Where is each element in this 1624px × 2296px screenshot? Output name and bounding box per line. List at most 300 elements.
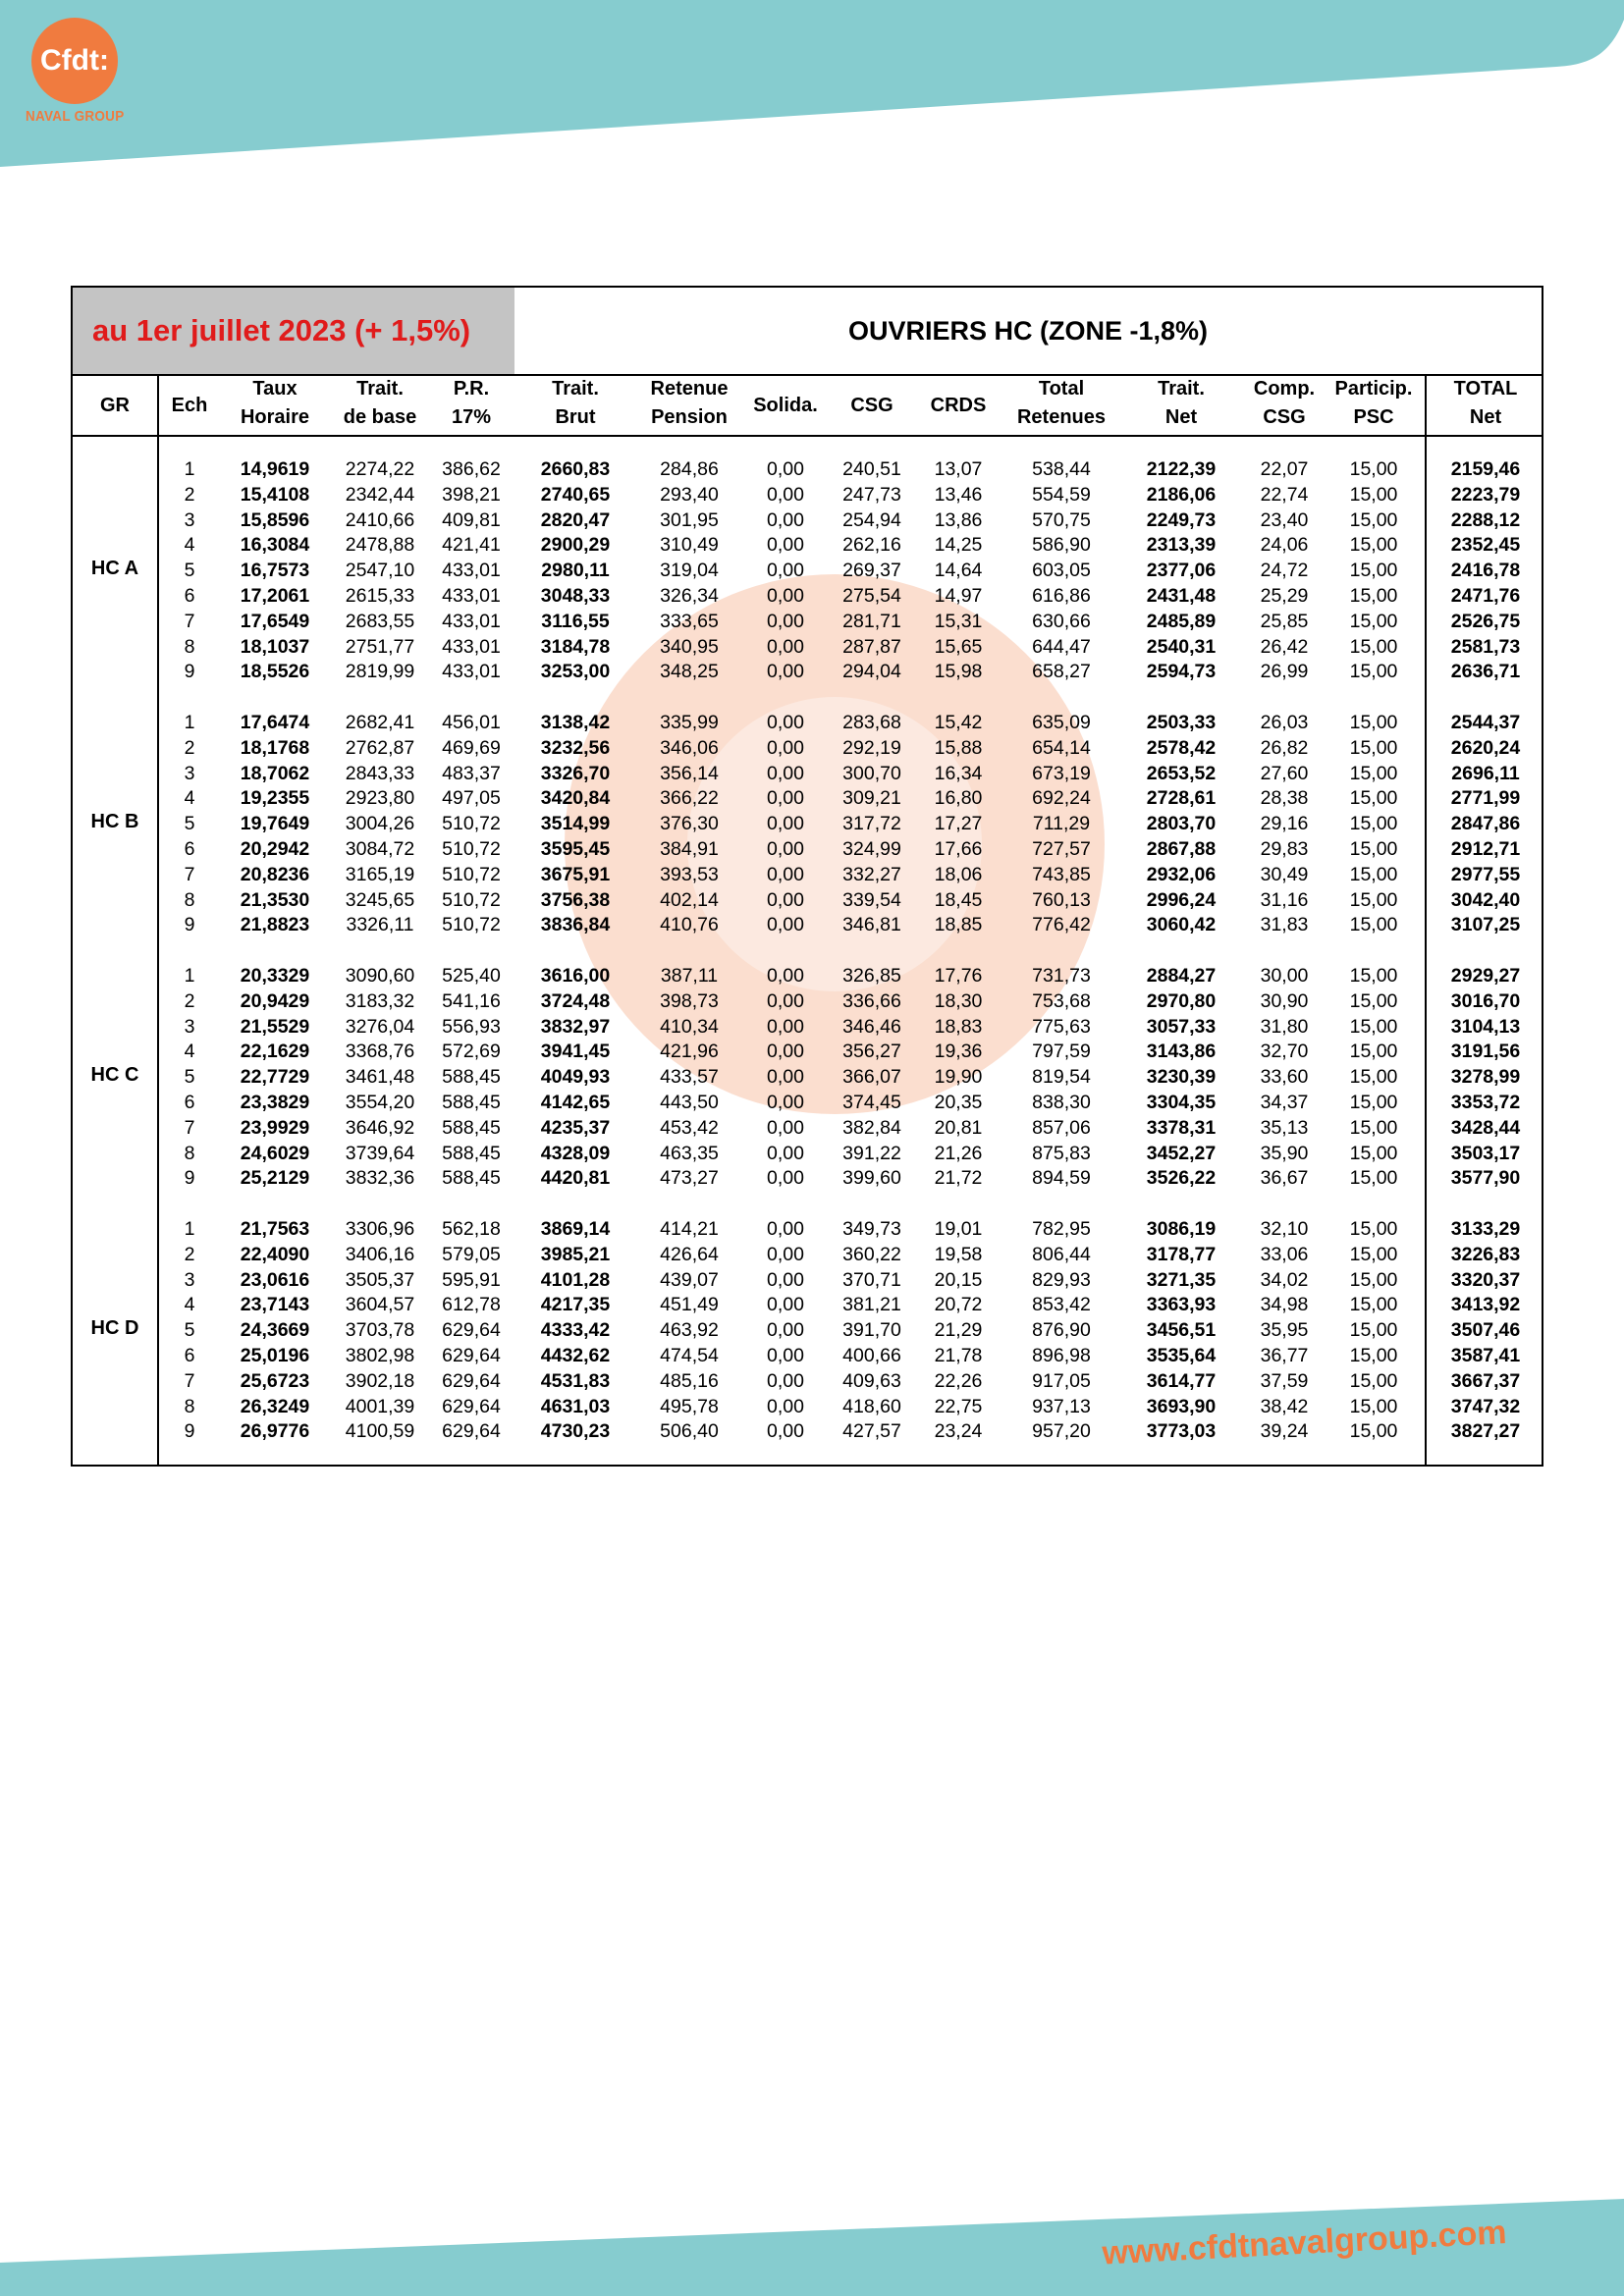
table-cell: 3535,64 [1146,1345,1217,1366]
table-cell: 2526,75 [1450,610,1521,632]
table-cell: 3507,46 [1450,1319,1521,1342]
table-cell: 2740,65 [540,483,611,506]
table-cell: 31,80 [1260,1015,1309,1038]
table-cell: 0,00 [767,1142,804,1164]
table-cell: 16,3084 [240,534,310,557]
table-cell: 25,0196 [240,1345,310,1366]
table-cell: 2660,83 [540,458,611,480]
website-link[interactable]: www.cfdtnavalgroup.com [1101,2214,1507,2272]
table-cell: 3802,98 [345,1345,415,1366]
table-cell: 366,07 [842,1066,901,1089]
table-cell: 829,93 [1032,1268,1091,1291]
table-cell: 797,59 [1032,1041,1091,1063]
table-cell: 3191,56 [1450,1041,1521,1063]
table-cell: 3827,27 [1450,1420,1521,1443]
table-cell: 14,97 [934,585,983,607]
table-cell: 23,0616 [240,1268,310,1291]
table-cell: 24,3669 [240,1319,310,1342]
table-cell: 23,7143 [240,1294,310,1316]
column-header: Particip. PSC [1334,378,1413,428]
table-cell: 317,72 [842,813,901,835]
table-cell: 15,42 [934,712,983,733]
table-cell: 0,00 [767,863,804,885]
table-cell: 3832,36 [345,1167,415,1190]
table-cell: 21,26 [934,1142,983,1164]
table-cell: 506,40 [660,1420,719,1443]
table-cell: 39,24 [1260,1420,1309,1443]
table-cell: 3253,00 [540,661,611,683]
table-cell: 0,00 [767,1268,804,1291]
table-cell: 4328,09 [540,1142,611,1164]
table-cell: 356,27 [842,1041,901,1063]
table-cell: 301,95 [660,508,719,531]
table-cell: 9 [184,1167,195,1190]
table-cell: 3378,31 [1146,1116,1217,1139]
table-cell: 4531,83 [540,1369,611,1392]
table-cell: 18,1037 [240,635,310,658]
column-header: CRDS [930,395,987,416]
table-cell: 400,66 [842,1345,901,1366]
table-cell: 3226,83 [1450,1243,1521,1265]
table-cell: 3084,72 [345,838,415,860]
table-cell: 433,01 [442,560,501,582]
table-cell: 15,00 [1349,483,1398,506]
table-cell: 356,14 [660,762,719,784]
table-cell: 19,7649 [240,813,310,835]
table-cell: 15,00 [1349,635,1398,658]
table-cell: 7 [184,863,195,885]
table-cell: 588,45 [442,1092,501,1113]
table-cell: 562,18 [442,1218,501,1240]
table-cell: 3353,72 [1450,1092,1521,1113]
table-cell: 2547,10 [345,560,415,582]
table-cell: 473,27 [660,1167,719,1190]
table-cell: 0,00 [767,762,804,784]
table-cell: 3456,51 [1146,1319,1217,1342]
table-cell: 7 [184,1116,195,1139]
column-header: Comp. CSG [1253,378,1316,428]
table-cell: 3604,57 [345,1294,415,1316]
table-cell: 3832,97 [540,1015,611,1038]
table-cell: 3667,37 [1450,1369,1521,1392]
table-cell: 336,66 [842,989,901,1012]
table-cell: 287,87 [842,635,901,658]
table-cell: 17,66 [934,838,983,860]
table-cell: 370,71 [842,1268,901,1291]
table-cell: 25,85 [1260,610,1309,632]
table-cell: 15,00 [1349,560,1398,582]
table-cell: 20,8236 [240,863,310,885]
table-cell: 22,4090 [240,1243,310,1265]
column-header: Ech [171,395,208,416]
table-cell: 3 [184,762,195,784]
table-cell: 15,00 [1349,863,1398,885]
table-cell: 9 [184,661,195,683]
table-cell: 340,95 [660,635,719,658]
table-cell: 21,3530 [240,888,310,911]
table-cell: 433,01 [442,635,501,658]
table-cell: 4101,28 [540,1268,611,1291]
table-cell: 14,9619 [240,458,310,480]
table-cell: 15,00 [1349,888,1398,911]
column-header: P.R. 17% [451,378,492,428]
table-cell: 3693,90 [1146,1395,1217,1417]
table-cell: 16,80 [934,787,983,810]
table-cell: 3276,04 [345,1015,415,1038]
table-cell: 433,01 [442,585,501,607]
table-cell: 15,00 [1349,1420,1398,1443]
table-cell: 3 [184,1268,195,1291]
table-cell: 4631,03 [540,1395,611,1417]
table-cell: 0,00 [767,1066,804,1089]
table-cell: 2977,55 [1450,863,1521,885]
table-cell: 21,72 [934,1167,983,1190]
table-cell: 2288,12 [1450,508,1521,531]
table-cell: 0,00 [767,534,804,557]
table-cell: 2636,71 [1450,661,1521,683]
table-cell: 15,00 [1349,1268,1398,1291]
table-cell: 806,44 [1032,1243,1091,1265]
table-cell: 247,73 [842,483,901,506]
table-cell: 25,2129 [240,1167,310,1190]
table-cell: 284,86 [660,458,719,480]
table-cell: 3985,21 [540,1243,611,1265]
table-cell: 2900,29 [540,534,611,557]
table-cell: 0,00 [767,1345,804,1366]
table-cell: 426,64 [660,1243,719,1265]
table-cell: 13,86 [934,508,983,531]
table-cell: 18,1768 [240,736,310,759]
table-cell: 31,83 [1260,914,1309,936]
table-cell: 34,37 [1260,1092,1309,1113]
table-cell: 0,00 [767,1015,804,1038]
table-cell: 776,42 [1032,914,1091,936]
table-cell: 3326,70 [540,762,611,784]
table-cell: 3739,64 [345,1142,415,1164]
table-cell: 654,14 [1032,736,1091,759]
table-cell: 36,77 [1260,1345,1309,1366]
table-cell: 2820,47 [540,508,611,531]
table-cell: 433,57 [660,1066,719,1089]
table-cell: 15,00 [1349,1066,1398,1089]
table-cell: 30,90 [1260,989,1309,1012]
column-header: Trait. de base [343,378,417,428]
table-cell: 3278,99 [1450,1066,1521,1089]
table-cell: 554,59 [1032,483,1091,506]
table-cell: 629,64 [442,1319,501,1342]
table-cell: 572,69 [442,1041,501,1063]
table-cell: 360,22 [842,1243,901,1265]
table-cell: 917,05 [1032,1369,1091,1392]
table-cell: 541,16 [442,989,501,1012]
table-cell: 421,96 [660,1041,719,1063]
table-cell: 0,00 [767,1041,804,1063]
table-cell: 2274,22 [345,458,415,480]
table-cell: 33,06 [1260,1243,1309,1265]
table-cell: 4420,81 [540,1167,611,1190]
table-cell: 782,95 [1032,1218,1091,1240]
table-cell: 3143,86 [1146,1041,1217,1063]
table-cell: 7 [184,610,195,632]
table-cell: 15,00 [1349,661,1398,683]
table-cell: 409,63 [842,1369,901,1392]
table-cell: 24,6029 [240,1142,310,1164]
table-cell: 20,15 [934,1268,983,1291]
table-cell: 15,00 [1349,736,1398,759]
column-header: Taux Horaire [240,378,310,428]
table-cell: 0,00 [767,483,804,506]
column-divider [1425,375,1427,1465]
table-cell: 410,34 [660,1015,719,1038]
table-cell: 18,06 [934,863,983,885]
table-cell: 15,00 [1349,1294,1398,1316]
table-cell: 3320,37 [1450,1268,1521,1291]
table-cell: 23,24 [934,1420,983,1443]
table-cell: 0,00 [767,585,804,607]
table-cell: 18,5526 [240,661,310,683]
table-cell: 3086,19 [1146,1218,1217,1240]
table-cell: 2620,24 [1450,736,1521,759]
table-cell: 366,22 [660,787,719,810]
table-cell: 510,72 [442,914,501,936]
column-header: GR [100,395,130,416]
table-cell: 15,00 [1349,1142,1398,1164]
table-cell: 346,06 [660,736,719,759]
table-cell: 4142,65 [540,1092,611,1113]
table-cell: 433,01 [442,661,501,683]
table-cell: 711,29 [1032,813,1091,835]
table-cell: 510,72 [442,813,501,835]
table-cell: 439,07 [660,1268,719,1291]
table-cell: 326,85 [842,965,901,987]
table-cell: 13,46 [934,483,983,506]
table-cell: 0,00 [767,635,804,658]
table-cell: 7 [184,1369,195,1392]
table-cell: 36,67 [1260,1167,1309,1190]
table-cell: 433,01 [442,610,501,632]
table-cell: 0,00 [767,661,804,683]
table-cell: 3107,25 [1450,914,1521,936]
table-cell: 3514,99 [540,813,611,835]
table-cell: 21,29 [934,1319,983,1342]
table-cell: 588,45 [442,1167,501,1190]
table-cell: 2843,33 [345,762,415,784]
group-label: HC B [90,811,139,833]
table-cell: 0,00 [767,1218,804,1240]
table-cell: 16,7573 [240,560,310,582]
table-cell: 427,57 [842,1420,901,1443]
table-cell: 26,99 [1260,661,1309,683]
table-cell: 3271,35 [1146,1268,1217,1291]
table-cell: 15,8596 [240,508,310,531]
table-cell: 875,83 [1032,1142,1091,1164]
table-cell: 3577,90 [1450,1167,1521,1190]
table-cell: 658,27 [1032,661,1091,683]
table-cell: 3004,26 [345,813,415,835]
table-cell: 629,64 [442,1395,501,1417]
table-cell: 15,00 [1349,1369,1398,1392]
table-cell: 2912,71 [1450,838,1521,860]
table-cell: 22,07 [1260,458,1309,480]
table-cell: 18,83 [934,1015,983,1038]
table-cell: 23,40 [1260,508,1309,531]
table-cell: 15,00 [1349,1167,1398,1190]
table-cell: 463,35 [660,1142,719,1164]
table-cell: 2581,73 [1450,635,1521,658]
table-cell: 22,26 [934,1369,983,1392]
table-cell: 1 [184,458,195,480]
group-label: HC C [90,1064,139,1087]
table-cell: 4217,35 [540,1294,611,1316]
table-cell: 3452,27 [1146,1142,1217,1164]
table-cell: 3138,42 [540,712,611,733]
table-cell: 15,00 [1349,813,1398,835]
table-cell: 25,29 [1260,585,1309,607]
table-cell: 635,09 [1032,712,1091,733]
table-cell: 443,50 [660,1092,719,1113]
table-cell: 0,00 [767,1369,804,1392]
table-cell: 937,13 [1032,1395,1091,1417]
table-cell: 4001,39 [345,1395,415,1417]
table-cell: 21,8823 [240,914,310,936]
table-cell: 421,41 [442,534,501,557]
table-cell: 0,00 [767,1294,804,1316]
table-cell: 760,13 [1032,888,1091,911]
table-cell: 896,98 [1032,1345,1091,1366]
table-cell: 586,90 [1032,534,1091,557]
table-cell: 35,90 [1260,1142,1309,1164]
table-cell: 26,03 [1260,712,1309,733]
table-cell: 15,00 [1349,989,1398,1012]
table-cell: 26,42 [1260,635,1309,658]
table-cell: 612,78 [442,1294,501,1316]
table-cell: 4 [184,1041,195,1063]
table-cell: 0,00 [767,813,804,835]
table-cell: 4730,23 [540,1420,611,1443]
table-cell: 692,24 [1032,787,1091,810]
table-cell: 3183,32 [345,989,415,1012]
table-cell: 2615,33 [345,585,415,607]
table-cell: 418,60 [842,1395,901,1417]
table-cell: 3368,76 [345,1041,415,1063]
table-cell: 275,54 [842,585,901,607]
table-cell: 2 [184,989,195,1012]
table-cell: 3461,48 [345,1066,415,1089]
table-cell: 28,38 [1260,787,1309,810]
table-cell: 15,00 [1349,1015,1398,1038]
table-cell: 4 [184,1294,195,1316]
table-cell: 2762,87 [345,736,415,759]
table-cell: 15,00 [1349,458,1398,480]
table-cell: 2867,88 [1146,838,1217,860]
table-cell: 0,00 [767,458,804,480]
table-cell: 2578,42 [1146,736,1217,759]
table-cell: 2377,06 [1146,560,1217,582]
table-cell: 14,64 [934,560,983,582]
table-cell: 570,75 [1032,508,1091,531]
date-title: au 1er juillet 2023 (+ 1,5%) [73,288,514,374]
table-cell: 3836,84 [540,914,611,936]
table-cell: 3773,03 [1146,1420,1217,1443]
table-cell: 630,66 [1032,610,1091,632]
table-cell: 3554,20 [345,1092,415,1113]
table-cell: 3326,11 [346,914,414,936]
table-cell: 33,60 [1260,1066,1309,1089]
table-cell: 24,06 [1260,534,1309,557]
table-cell: 4100,59 [345,1420,415,1443]
table-cell: 26,3249 [240,1395,310,1417]
table-cell: 3 [184,1015,195,1038]
table-cell: 0,00 [767,1243,804,1265]
column-header: Retenue Pension [650,378,729,428]
table-cell: 0,00 [767,888,804,911]
table-cell: 3184,78 [540,635,611,658]
table-cell: 2416,78 [1450,560,1521,582]
table-cell: 510,72 [442,888,501,911]
table-cell: 3526,22 [1146,1167,1217,1190]
table-cell: 629,64 [442,1369,501,1392]
table-cell: 335,99 [660,712,719,733]
table-cell: 22,74 [1260,483,1309,506]
table-cell: 629,64 [442,1420,501,1443]
table-cell: 2932,06 [1146,863,1217,885]
table-cell: 857,06 [1032,1116,1091,1139]
table-cell: 15,00 [1349,610,1398,632]
table-cell: 319,04 [660,560,719,582]
table-cell: 26,82 [1260,736,1309,759]
table-cell: 15,65 [934,635,983,658]
column-header: Trait. Brut [552,378,599,428]
table-cell: 451,49 [660,1294,719,1316]
table-cell: 25,6723 [240,1369,310,1392]
table-cell: 3941,45 [540,1041,611,1063]
table-cell: 22,75 [934,1395,983,1417]
table-cell: 2223,79 [1450,483,1521,506]
table-cell: 30,00 [1260,965,1309,987]
table-cell: 402,14 [660,888,719,911]
table-cell: 579,05 [442,1243,501,1265]
table-cell: 3230,39 [1146,1066,1217,1089]
table-cell: 2 [184,1243,195,1265]
table-title: OUVRIERS HC (ZONE -1,8%) [847,315,1209,346]
table-cell: 510,72 [442,838,501,860]
table-cell: 326,34 [660,585,719,607]
table-cell: 5 [184,1319,195,1342]
table-cell: 525,40 [442,965,501,987]
table-cell: 2819,99 [345,661,415,683]
table-cell: 27,60 [1260,762,1309,784]
table-cell: 3042,40 [1450,888,1521,911]
table-cell: 3304,35 [1146,1092,1217,1113]
table-cell: 463,92 [660,1319,719,1342]
table-cell: 3614,77 [1146,1369,1217,1392]
table-cell: 292,19 [842,736,901,759]
table-cell: 2996,24 [1146,888,1217,911]
table-cell: 15,00 [1349,838,1398,860]
table-cell: 20,2942 [240,838,310,860]
table-cell: 20,9429 [240,989,310,1012]
table-cell: 19,01 [934,1218,983,1240]
table-cell: 2431,48 [1146,585,1217,607]
table-cell: 381,21 [842,1294,901,1316]
table-cell: 20,35 [934,1092,983,1113]
table-cell: 957,20 [1032,1420,1091,1443]
table-cell: 18,45 [934,888,983,911]
table-cell: 15,00 [1349,787,1398,810]
table-cell: 3232,56 [540,736,611,759]
table-cell: 3724,48 [540,989,611,1012]
table-cell: 3703,78 [345,1319,415,1342]
